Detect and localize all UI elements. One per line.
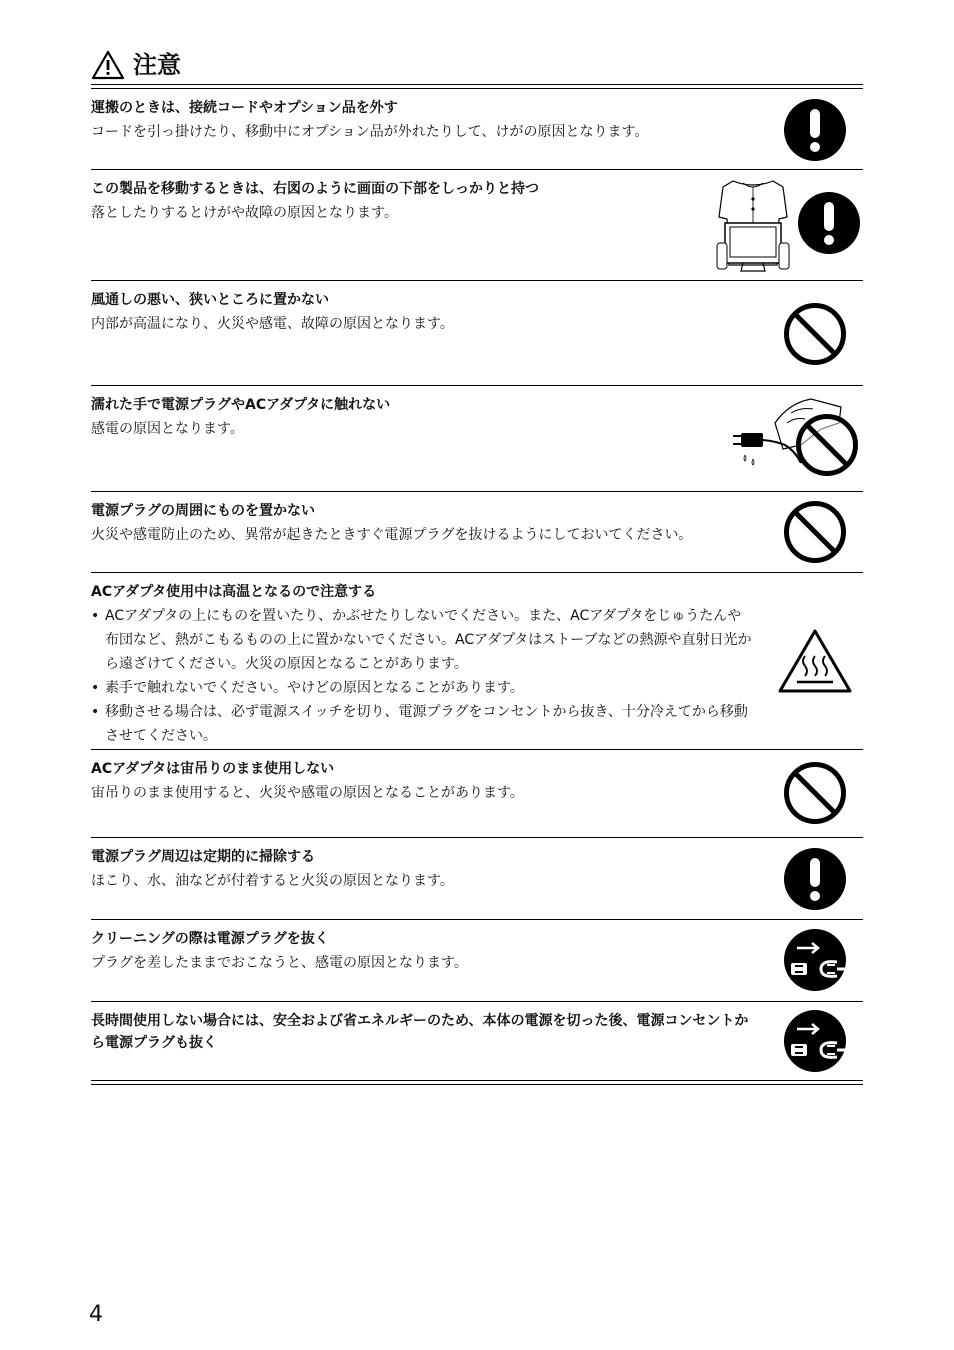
caution-description: 落としたりするとけがや故障の原因となります。 [91,205,398,221]
footer-divider-secondary [91,1084,863,1085]
header-divider-secondary [91,88,863,89]
caution-heading: 風通しの悪い、狭いところに置かない [91,292,329,308]
caution-description: 火災や感電防止のため、異常が起きたときすぐ電源プラグを抜けるようにしておいてください。 [91,527,693,543]
unplug-icon [783,928,847,992]
unplug-icon [783,1009,847,1073]
caution-item [91,574,863,750]
caution-bullet-list [91,604,755,748]
caution-heading: ACアダプタ使用中は高温となるので注意する [91,584,377,600]
caution-heading: クリーニングの際は電源プラグを抜く [91,931,329,947]
caution-description: 感電の原因となります。 [91,421,244,437]
prohibition-icon [783,761,847,825]
page-number: 4 [89,1302,103,1327]
caution-item [91,282,863,386]
footer-divider [91,1080,863,1081]
carrying-monitor-illustration [713,177,793,275]
caution-heading: 長時間使用しない場合には、安全および省エネルギーのため、本体の電源を切った後、電源コンセントから電源プラグも抜く [91,1013,749,1051]
caution-item [91,90,863,170]
caution-description: プラグを差したままでおこなうと、感電の原因となります。 [91,955,468,971]
caution-item [91,1003,863,1080]
caution-item [91,751,863,838]
caution-item [91,171,863,281]
hot-surface-icon [777,628,853,694]
header-divider [91,84,863,85]
caution-heading: 運搬のときは、接続コードやオプション品を外す [91,100,398,116]
caution-description: コードを引っ掛けたり、移動中にオプション品が外れたりして、けがの原因となります。 [91,124,649,140]
caution-heading: 電源プラグ周辺は定期的に掃除する [91,849,315,865]
prohibition-icon [783,500,847,564]
caution-item [91,493,863,573]
mandatory-icon [783,98,847,162]
mandatory-icon [783,847,847,911]
page-title: 注意 [133,51,181,79]
prohibition-icon [783,302,847,366]
caution-heading: この製品を移動するときは、右図のように画面の下部をしっかりと持つ [91,181,539,197]
caution-description: 宙吊りのまま使用すると、火災や感電の原因となることがあります。 [91,785,524,801]
bullet-item: • 移動させる場合は、必ず電源スイッチを切り、電源プラグをコンセントから抜き、十分冷えてから移動させてください。 [91,700,755,748]
caution-item [91,387,863,492]
caution-heading: 電源プラグの周囲にものを置かない [91,503,315,519]
section-header [91,48,863,84]
caution-heading: ACアダプタは宙吊りのまま使用しない [91,761,335,777]
caution-heading: 濡れた手で電源プラグやACアダプタに触れない [91,397,391,413]
bullet-item: • 素手で触れないでください。やけどの原因となることがあります。 [91,676,755,700]
warning-triangle-icon [91,50,125,80]
caution-description: 内部が高温になり、火災や感電、故障の原因となります。 [91,316,454,332]
caution-item [91,839,863,920]
caution-description: ほこり、水、油などが付着すると火災の原因となります。 [91,873,454,889]
mandatory-icon [797,191,861,255]
bullet-item: • ACアダプタの上にものを置いたり、かぶせたりしないでください。また、ACアダプタをじゅうたんや布団など、熱がこもるものの上に置かないでください。ACアダプタはストーブなどの熱源や直射日光から遠ざけてください。火災の原因となることがあります。 [91,604,755,676]
caution-item [91,921,863,1002]
no-wet-hands-icon [731,393,863,483]
